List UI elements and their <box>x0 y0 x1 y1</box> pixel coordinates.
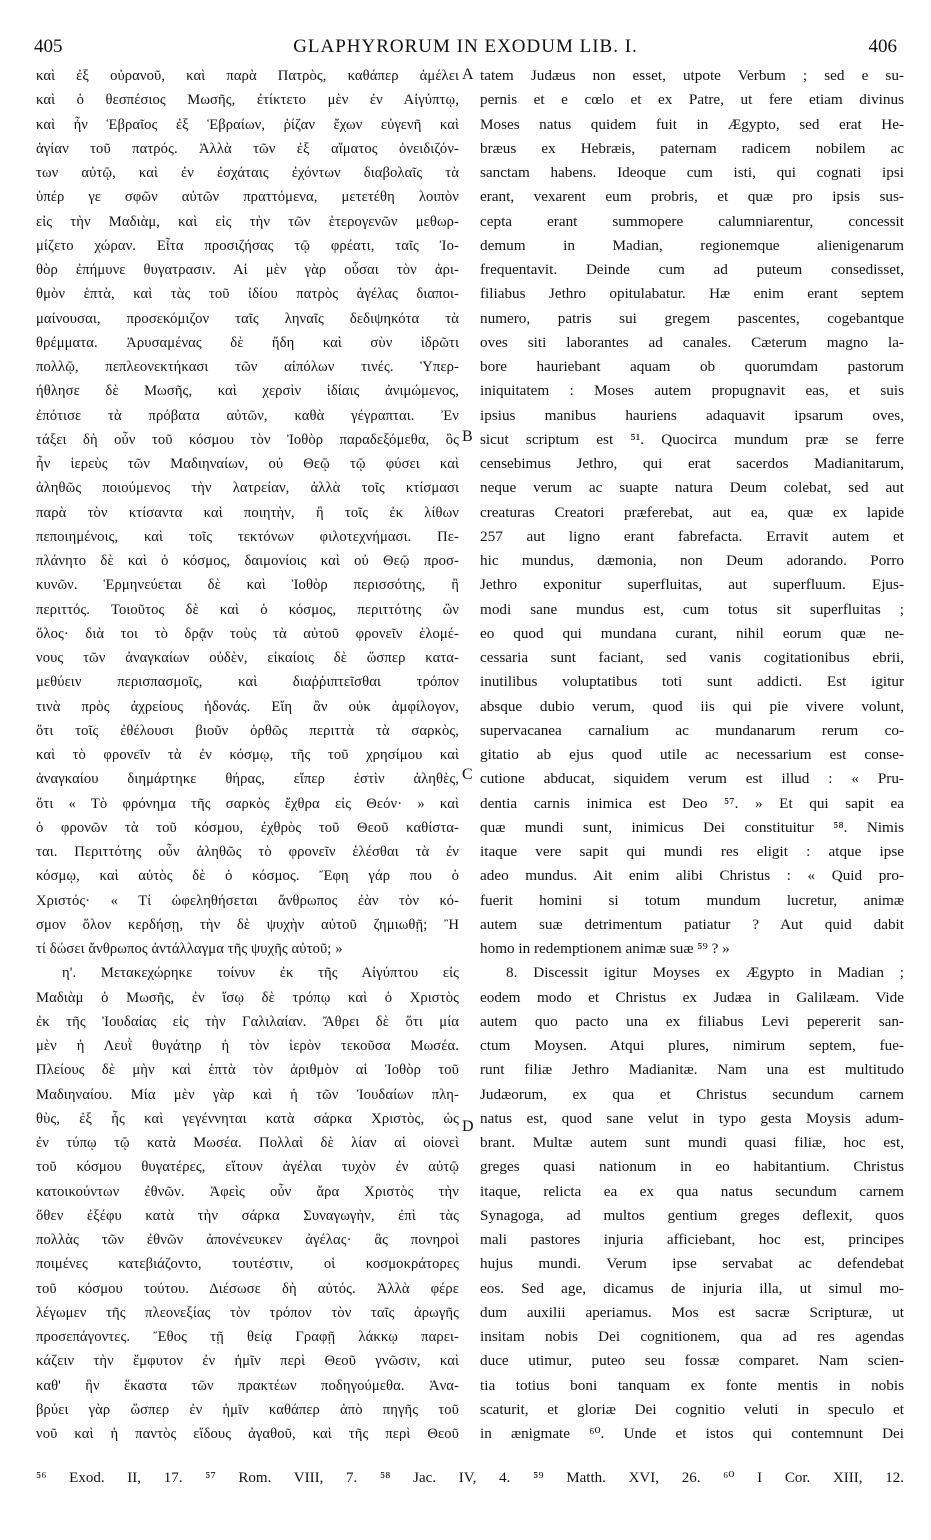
text-line: sicut scriptum est ⁵¹. Quocirca mundum præ se ferre <box>480 430 904 448</box>
text-line: eodem modo et Christus ex Judæa in Galilæam. Vide <box>480 988 904 1006</box>
text-line: mali pastores injuria afficiebant, hoc est, principes <box>480 1231 904 1248</box>
section-marker-a: A <box>462 66 474 83</box>
text-line: hic mundus, dæmonia, non Deum adorando. Porro <box>480 552 904 569</box>
text-line: βρύει γὰρ ὥσπερ ἐν ἡμῖν καθάπερ ἀπὸ πηγῆς τοῦ <box>36 1401 459 1418</box>
text-line: iniquitatem : Moses autem propugnavit eas, et suis <box>480 382 904 400</box>
text-line: itaque, relicta ea ex qua natus secundum carnem <box>480 1182 904 1200</box>
text-line: νοῦ καὶ ἡ παντὸς εἴδους ἀγαθοῦ, καὶ τῆς περὶ Θεοῦ <box>36 1426 459 1442</box>
text-line: κυνῶν. Ἑρμηνεύεται δὲ καὶ Ἰοθὸρ περισσότης, ἢ <box>36 577 459 594</box>
text-line: ήθλησε δὲ Μωσῆς, καὶ χερσὶν ἰδίαις ἀνιμώμενος, <box>36 383 459 400</box>
text-line: κόσμῳ, καὶ αὐτὸς δὲ ὁ κόσμος. Ἔφη γάρ που ὁ <box>36 868 459 885</box>
text-line: eos. Sed age, dicamus de injuria illa, ut simul mo- <box>480 1279 904 1297</box>
text-line: λέγωμεν τῆς πλεονεξίας τὸν τρόπον τὸν ταῖς ἀρωγῆς <box>36 1304 459 1321</box>
text-line: τοῦ κόσμου τούτου. Διέσωσε δὴ αὐτός. Ἀλλὰ φέρε <box>36 1280 459 1297</box>
text-line: πεποιημένοις, καὶ τοῖς τεκτόνων φιλοτεχνήμασι. Πε- <box>36 528 459 545</box>
text-line: ὅτι « Τὸ φρόνημα τῆς σαρκὸς ἔχθρα εἰς Θεόν· » καὶ <box>36 795 459 812</box>
text-line: neque verum ac suapte natura Deum colebat, sed aut <box>480 479 904 497</box>
text-line: Synagoga, ad multos gentium greges deflexit, quos <box>480 1206 904 1224</box>
text-line: θὺς, ἐξ ἧς καὶ γεγέννηται κατὰ σάρκα Χριστὸς, ὡς <box>36 1110 459 1127</box>
text-line: σμον ὅλον κερδήσῃ, τὴν δὲ ψυχὴν αὐτοῦ ζημιωθῇ; Ἢ <box>36 916 459 933</box>
text-line: scaturit, et gloriæ Dei cognitio veluti in speculo et <box>480 1400 904 1418</box>
text-line: ctum Moysen. Atqui plures, nimirum septem, fue- <box>480 1037 904 1054</box>
text-line: καὶ ἦν Ἑβραῖος ἐξ Ἑβραίων, ῥίζαν ἔχων εὐγενῆ καὶ <box>36 116 459 133</box>
text-line: κάζειν τὴν ἔμφυτον ἐν ἡμῖν περὶ Θεοῦ γνῶσιν, καὶ <box>36 1353 459 1370</box>
text-line: ὅλος· διὰ τοι τὸ δρᾷν τοὺς τὰ αὐτοῦ φρονεῖν ἑλομέ- <box>36 625 459 642</box>
text-line: ἁγίαν τοῦ πατρός. Ἀλλὰ τῶν ἐξ αἵματος ὀνειδιζόν- <box>36 140 459 157</box>
section-marker-c: C <box>462 766 473 783</box>
text-line: παρὰ τὸν κτίσαντα καὶ ποιητὴν, ἢ τοῖς ἐκ λίθων <box>36 504 459 521</box>
latin-text-column <box>480 64 904 1446</box>
page-number-right: 406 <box>868 36 897 57</box>
text-line: inutilibus voluptatibus toti sunt addicti. Est igitur <box>480 673 904 691</box>
text-line: bræus ex Hebræis, paternam radicem nobilem ac <box>480 139 904 157</box>
text-line: autem quo pacto una ex filiabus Levi pepererit san- <box>480 1012 904 1030</box>
text-line: autem suæ detrimentum patiatur ? Aut quid dabit <box>480 915 904 933</box>
text-line: ὅθεν ἐξέφυ κατὰ τὴν σάρκα Συναγωγὴν, ἐπὶ τὰς <box>36 1207 459 1224</box>
text-line: ἐπότισε τὰ πρόβατα αὐτῶν, καθὰ γέγραπται. Ἐν <box>36 407 459 424</box>
text-line: creaturas Creatori præferebat, aut ea, quæ ex lapide <box>480 503 904 521</box>
running-title: GLAPHYRORUM IN EXODUM LIB. I. <box>293 36 638 57</box>
text-line: tatem Judæus non esset, utpote Verbum ; sed e su- <box>480 67 904 84</box>
text-line: numero, patris sui gregem pascentes, cogebantque <box>480 309 904 327</box>
text-line: insitam nobis Dei cognitionem, qua ad res agendas <box>480 1328 904 1345</box>
text-line: dum auxilii aperiamus. Mos est sacræ Scripturæ, ut <box>480 1303 904 1321</box>
text-line: εἰς τὴν Μαδιὰμ, καὶ εἰς τὴν τῶν ἑτερογενῶν μεθωρ- <box>36 213 459 230</box>
text-line: πλάνητο δὲ καὶ ὁ κόσμος, δαιμονίοις καὶ οὐ Θεῷ προσ- <box>36 553 459 569</box>
text-line: runt filiæ Jethro Madianitæ. Nam una est multitudo <box>480 1061 904 1079</box>
text-line: cepta erant summopere calumniarentur, concessit <box>480 212 904 230</box>
text-line: η'. Μετακεχώρηκε τοίνυν ἐκ τῆς Αἰγύπτου εἰς <box>62 965 459 982</box>
text-line: pernis et e cœlo et ex Patre, ut fere etiam divinus <box>480 91 904 109</box>
text-line: τάξει δὴ οὖν τοῦ κόσμου τὸν Ἰοθὸρ παραδεξόμεθα, ὃς <box>36 431 459 448</box>
page-header <box>0 30 931 62</box>
text-line: ὅτι τοῖς ἐθέλουσι βιοῦν ὀρθῶς περιττὰ τὰ σαρκὸς, <box>36 722 459 739</box>
text-line: ἀληθῶς ποιούμενος τὴν λατρείαν, ἀλλὰ τοῖς κτίσμασι <box>36 480 459 497</box>
text-line: καὶ ὁ θεσπέσιος Μωσῆς, ἐτίκτετο μὲν ἐν Αἰγύπτῳ, <box>36 92 459 109</box>
text-line: ἐν τύπῳ τῷ κατὰ Μωσέα. Πολλαὶ δὲ λίαν αἱ οἱονεὶ <box>36 1135 459 1151</box>
text-line: καὶ τὸ φρονεῖν τὰ ἐν κόσμῳ, τῆς τοῦ χρησίμου καὶ <box>36 747 459 763</box>
text-line: cessaria sunt faciant, sed vanis cogitationibus ebrii, <box>480 649 904 666</box>
text-line: frequentavit. Deinde cum ad puteum consedisset, <box>480 261 904 278</box>
section-marker-b: B <box>462 428 473 445</box>
text-line: ἐκ τῆς Ἰουδαίας εἰς τὴν Γαλιλαίαν. Ἄθρει δὲ ὅτι μία <box>36 1013 459 1030</box>
text-line: natus est, quod sane velut in typo gesta Moysis adum- <box>480 1109 904 1127</box>
text-line: in ænigmate ⁶⁰. Unde et istos qui contemnunt Dei <box>480 1425 904 1442</box>
text-line: τί δώσει ἄνθρωπος ἀντάλλαγμα τῆς ψυχῆς αὐτοῦ; » <box>36 941 343 957</box>
text-line: Moses natus quidem fuit in Ægypto, sed erat He- <box>480 115 904 133</box>
text-line: ται. Περιττότης οὖν ἀληθῶς τὸ φρονεῖν ἑλέσθαι τὰ ἐν <box>36 844 459 860</box>
text-line: brant. Multæ autem sunt mundi quasi filiæ, hoc est, <box>480 1134 904 1151</box>
text-line: ποιμένες κατεβιάζοντο, τουτέστιν, οἱ κοσμοκράτορες <box>36 1256 459 1273</box>
text-line: καθ' ἣν ἕκαστα τῶν πρακτέων ποδηγούμεθα. Ἀνα- <box>36 1377 459 1394</box>
text-line: quæ mundi sunt, inimicus Dei constituitur ⁵⁸. Nimis <box>480 818 904 836</box>
section-marker-d: D <box>462 1118 474 1135</box>
page-number-left: 405 <box>34 36 63 57</box>
text-line: μὲν ἡ Λευῒ θυγάτηρ ἡ τὸν ἱερὸν τεκοῦσα Μωσέα. <box>36 1038 459 1054</box>
text-line: modi sane mundus est, cum totus sit superfluitas ; <box>480 600 904 618</box>
text-line: gitatio ab ejus quod utile ac necessarium est conse- <box>480 746 904 763</box>
text-line: sanctam habens. Ideoque cum isti, qui cognati ipsi <box>480 164 904 181</box>
text-line: μαίνουσαι, προσεκόμιζον ταῖς ληναῖς δεδιψηκότα τὰ <box>36 310 459 327</box>
text-line: Πλείους δὲ μὴν καὶ ἑπτὰ τὸν ἀριθμὸν αἱ Ἰοθὸρ τοῦ <box>36 1062 459 1079</box>
text-line: 8. Discessit igitur Moyses ex Ægypto in Madian ; <box>506 964 904 982</box>
text-line: ὁ φρονῶν τὰ τοῦ κόσμου, ἐχθρὸς τοῦ Θεοῦ καθίστα- <box>36 819 459 836</box>
text-line: erant, vexarent eum probris, et quæ pro ipsis sus- <box>480 188 904 206</box>
text-line: tia totius boni tanquam ex fonte mentis in nobis <box>480 1376 904 1394</box>
greek-text-column <box>36 64 459 1446</box>
text-line: eo quod qui mundana curant, nihil eorum quæ ne- <box>480 624 904 642</box>
text-line: duce utimur, puteo seu fossæ comparet. Nam scien- <box>480 1352 904 1370</box>
text-line: oves siti laborantes ad canales. Cæterum magno la- <box>480 333 904 351</box>
text-line: ὑπέρ γε σφῶν αὐτῶν πραττόμενα, μετετέθη λοιπὸν <box>36 189 459 206</box>
text-line: πολλῷ, πεπλεονεκτήκασι τῶν αἰπόλων τινές. Ὑπερ- <box>36 359 459 375</box>
text-line: dentia carnis inimica est Deo ⁵⁷. » Et qui sapit ea <box>480 794 904 812</box>
text-line: μεθύειν περισπασμοῖς, καὶ διαῤῥιπτεῖσθαι τρόπον <box>36 674 459 691</box>
text-line: θμὸν ἑπτὰ, καὶ τὰς τοῦ ἰδίου πατρὸς ἀγέλας διαποι- <box>36 286 459 303</box>
text-line: Jethro exponitur superfluitas, aut superfluum. Ejus- <box>480 576 904 594</box>
text-line: νους τῶν ἀναγκαίων οὐδὲν, εἰκαίοις δὲ ὥσπερ κατα- <box>36 650 459 666</box>
text-line: των αὐτῷ, καὶ ἐν ἐσχάταις ἐχόντων διαβολαῖς τὰ <box>36 165 459 181</box>
text-line: supervacanea carnalium ac mundanarum rerum co- <box>480 721 904 739</box>
text-line: bore hauriebant aquam ob quorumdam pastorum <box>480 358 904 375</box>
text-line: Judæorum, ex qua et Christus secundum carnem <box>480 1085 904 1103</box>
text-line: θρέμματα. Ἀρυσαμένας δὲ ἤδη καὶ σὺν ἱδρῶτι <box>36 334 459 351</box>
text-line: τοῦ κόσμου θυγατέρες, εἴτουν ἀγέλαι τυχὸν ἐν αὐτῷ <box>36 1159 459 1176</box>
footnotes: ⁵⁶ Exod. II, 17. ⁵⁷ Rom. VIII, 7. ⁵⁸ Jac. IV, 4. ⁵⁹ Matth. XVI, 26. ⁶⁰ I Cor. XIII, 12. <box>36 1470 904 1486</box>
text-line: θὸρ ἐπήμυνε θυγατρασιν. Αἱ μὲν γὰρ οὖσαι τὸν ἀρι- <box>36 262 459 278</box>
text-line: greges quasi nationum in eo habitantium. Christus <box>480 1158 904 1176</box>
text-line: demum in Madian, regionemque alienigenarum <box>480 236 904 254</box>
text-line: Μαδιὰμ ὁ Μωσῆς, ἐν ἴσῳ δὲ τρόπῳ καὶ ὁ Χριστὸς <box>36 989 459 1006</box>
text-line: προσεπάγοντες. Ἔθος τῇ θείᾳ Γραφῇ λάκκῳ παρει- <box>36 1329 459 1345</box>
text-line: καὶ ἐξ οὐρανοῦ, καὶ παρὰ Πατρὸς, καθάπερ ἀμέλει <box>36 68 459 84</box>
text-line: τινὰ πρὸς ἀχρείους ἡδονάς. Εἴη ἂν οὐκ ἀμφίλογον, <box>36 698 459 715</box>
text-line: fuerit homini si totum mundum lucretur, animæ <box>480 891 904 909</box>
text-line: adeo mundus. Ait enim alibi Christus : « Quid pro- <box>480 867 904 885</box>
text-line: homo in redemptionem animæ suæ ⁵⁹ ? » <box>480 940 730 957</box>
text-line: ipsius manibus hauriens adaquavit ipsarum oves, <box>480 406 904 424</box>
text-line: itaque vere sapit qui mundi res eligit : atque ipse <box>480 843 904 860</box>
text-line: cutione abducat, siquidem verum est illud : « Pru- <box>480 770 904 788</box>
text-line: πολλὰς τῶν ἐθνῶν ἀπονένευκεν ἀγέλας· ἃς πονηροὶ <box>36 1232 459 1248</box>
text-line: κατοικούντων ἐθνῶν. Ἀφεὶς οὖν ἄρα Χριστὸς τὴν <box>36 1183 459 1200</box>
text-line: μίζετο χώραν. Εἶτα προσιζήσας τῷ φρέατι, ταῖς Ἰο- <box>36 237 459 254</box>
text-line: filiabus Jethro opitulabatur. Hæ enim erant septem <box>480 285 904 303</box>
text-line: censebimus Jethro, qui erat sacerdos Madianitarum, <box>480 455 904 472</box>
text-line: Χριστός· « Τί ὠφεληθήσεται ἄνθρωπος ἐὰν τὸν κό- <box>36 892 459 909</box>
text-line: ἦν ἱερεὺς τῶν Μαδιηναίων, οὐ Θεῷ τῷ φύσει καὶ <box>36 456 459 472</box>
text-line: hujus mundi. Verum ipse servabat ac defendebat <box>480 1255 904 1273</box>
text-line: ἀναγκαίου διημάρτηκε θήρας, εἴπερ ἐστὶν ἀληθὲς, <box>36 771 459 788</box>
text-line: absque dubio verum, quod iis qui pie vivere volunt, <box>480 697 904 715</box>
text-line: 257 aut ligno erant fabrefacta. Erravit autem et <box>480 527 904 545</box>
text-line: περιττός. Τοιοῦτος δὲ καὶ ὁ κόσμος, περιττότης ὢν <box>36 601 459 618</box>
text-line: Μαδιηναίου. Μία μὲν γὰρ καὶ ἡ τῶν Ἰουδαίων πλη- <box>36 1086 459 1103</box>
